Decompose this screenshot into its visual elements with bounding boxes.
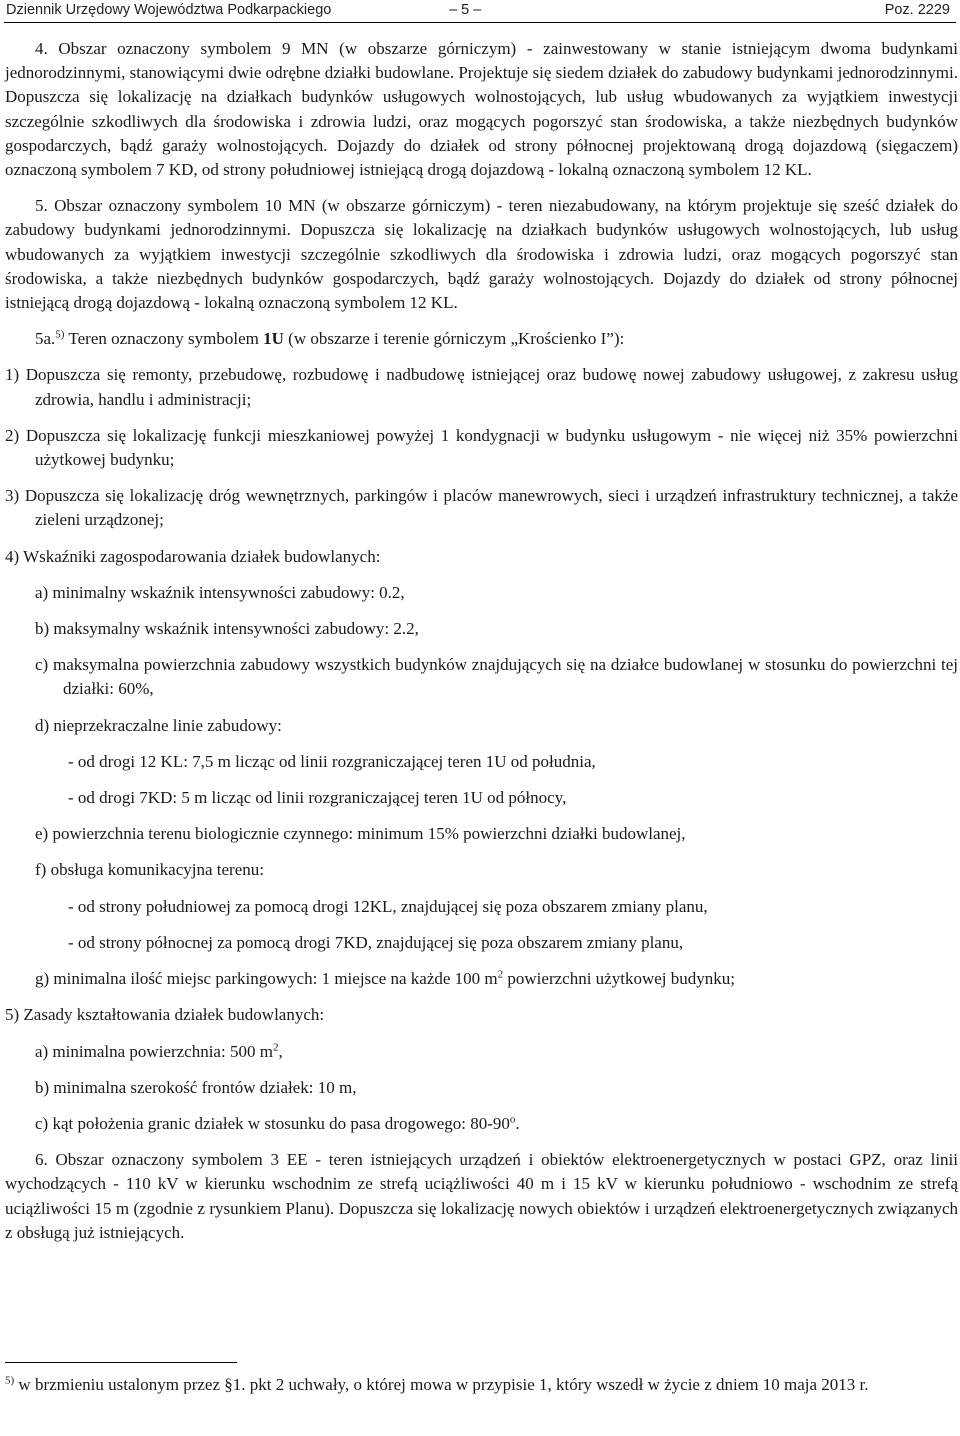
item-5c: c) kąt położenia granic działek w stosunku do pasa drogowego: 80-90$^o$. [35,1113,520,1133]
paragraph-5a: 5a.$^{5)}$ Teren oznaczony symbolem 1U (w obszarze i terenie górniczym „Krościenko I”): [35,328,625,349]
item-4d-line-2: - od drogi 7KD: 5 m licząc od linii rozgraniczającej teren 1U od północy, [68,788,567,808]
item-4: 4) Wskaźniki zagospodarowania działek budowlanych: [5,546,381,566]
page-header [4,0,956,23]
document-body [5,37,958,1245]
item-5: 5) Zasady kształtowania działek budowlanych: [5,1005,325,1025]
item-4e: e) powierzchnia terenu biologicznie czynnego: minimum 15% powierzchni działki budowlanej, [35,824,686,844]
item-5a: a) minimalna powierzchnia: 500 $m^2$, [35,1040,283,1061]
item-1: 1) Dopuszcza się remonty, przebudowę, rozbudowę i nadbudowę istniejącej oraz budowę nowej zabudowy usługowej, z zakresu usług zdrowia, handlu i administracji; [5,365,958,409]
paragraph-5: 5. Obszar oznaczony symbolem 10 MN (w obszarze górniczym) - teren niezabudowany, na którym projektuje się sześć działek do zabudowy budynkami jednorodzinnymi. Dopuszcza się lokalizację na działkach budynków usługowych wolnostojących, lub usług wbudowanych za wyjątkiem inwestycji szczególnie szkodliwych dla środowiska i zdrowia ludzi, oraz mogących pogorszyć stan środowiska, a także niezbędnych budynków gospodarczych, bądź garaży wolnostojących. Dojazdy do działek od strony północnej istniejącą drogą dojazdową - lokalną oznaczoną symbolem 12 KL. [5,196,958,313]
item-5b: b) minimalna szerokość frontów działek: 10 m, [35,1077,357,1097]
item-4d: d) nieprzekraczalne linie zabudowy: [35,715,282,735]
footnote-separator [5,1362,237,1363]
item-4f: f) obsługa komunikacyjna terenu: [35,860,264,880]
footnote-ref-5: 5) [55,328,65,341]
item-3: 3) Dopuszcza się lokalizację dróg wewnętrznych, parkingów i placów manewrowych, sieci i urządzeń infrastruktury technicznej, a także zieleni urządzonej; [5,486,958,530]
item-4c: c) maksymalna powierzchnia zabudowy wszystkich budynków znajdujących się na działce budowlanej w stosunku do powierzchni tej działki: 60%, [35,655,958,699]
symbol-1u: 1U [263,329,284,349]
item-4a: a) minimalny wskaźnik intensywności zabudowy: 0.2, [35,582,405,602]
journal-title: Dziennik Urzędowy Województwa Podkarpackiego [6,2,332,18]
item-4f-line-1: - od strony południowej za pomocą drogi 12KL, znajdującej się poza obszarem zmiany planu, [68,896,708,916]
item-4d-line-1: - od drogi 12 KL: 7,5 m licząc od linii rozgraniczającej teren 1U od południa, [68,751,596,771]
paragraph-4: 4. Obszar oznaczony symbolem 9 MN (w obszarze górniczym) - zainwestowany w stanie istniejącym dwoma budynkami jednorodzinnymi, stanowiącymi dwie odrębne działki budowlane. Projektuje się siedem działek do zabudowy budynkami jednorodzinnymi. Dopuszcza się lokalizację na działkach budynków usługowych wolnostojących, lub usług wbudowanych za wyjątkiem inwestycji szczególnie szkodliwych dla środowiska i zdrowia ludzi, oraz mogących pogorszyć stan środowiska, a także niezbędnych budynków gospodarczych, bądź garaży wolnostojących. Dojazdy do działek od strony północnej projektowaną drogą dojazdową (sięgaczem) oznaczoną symbolem 7 KD, od strony południowej istniejącą drogą dojazdową - lokalną oznaczoną symbolem 12 KL. [5,39,958,180]
paragraph-6: 6. Obszar oznaczony symbolem 3 EE - teren istniejących urządzeń i obiektów elektroenergetycznych w postaci GPZ, oraz linii wychodzących - 110 kV w kierunku wschodnim ze strefą uciążliwości 40 m i 15 kV w kierunku południowo - wschodnim ze strefą uciążliwości 15 m (zgodnie z rysunkiem Planu). Dopuszcza się lokalizację nowych obiektów i urządzeń elektroenergetycznych związanych z obsługą już istniejących. [5,1150,958,1242]
footnote-5 [5,1374,958,1396]
item-4b: b) maksymalny wskaźnik intensywności zabudowy: 2.2, [35,619,419,639]
item-4f-line-2: - od strony północnej za pomocą drogi 7KD, znajdującej się poza obszarem zmiany planu, [68,932,684,952]
footnote-text: w brzmieniu ustalonym przez §1. pkt 2 uchwały, o której mowa w przypisie 1, który wszedł w życie z dniem 10 maja 2013 r. [14,1375,869,1394]
page-number: – 5 – [449,2,482,18]
paragraph-5a-number: 5a. [35,329,56,349]
position-number: Poz. 2229 [884,2,950,18]
item-4g: g) minimalna ilość miejsc parkingowych: 1 miejsce na każde 100 $m^2$ powierzchni użytkowej budynku; [35,968,735,989]
item-2: 2) Dopuszcza się lokalizację funkcji mieszkaniowej powyżej 1 kondygnacji w budynku usługowym - nie więcej niż 35% powierzchni użytkowej budynku; [5,425,958,470]
footnote-mark: 5) [5,1374,15,1387]
